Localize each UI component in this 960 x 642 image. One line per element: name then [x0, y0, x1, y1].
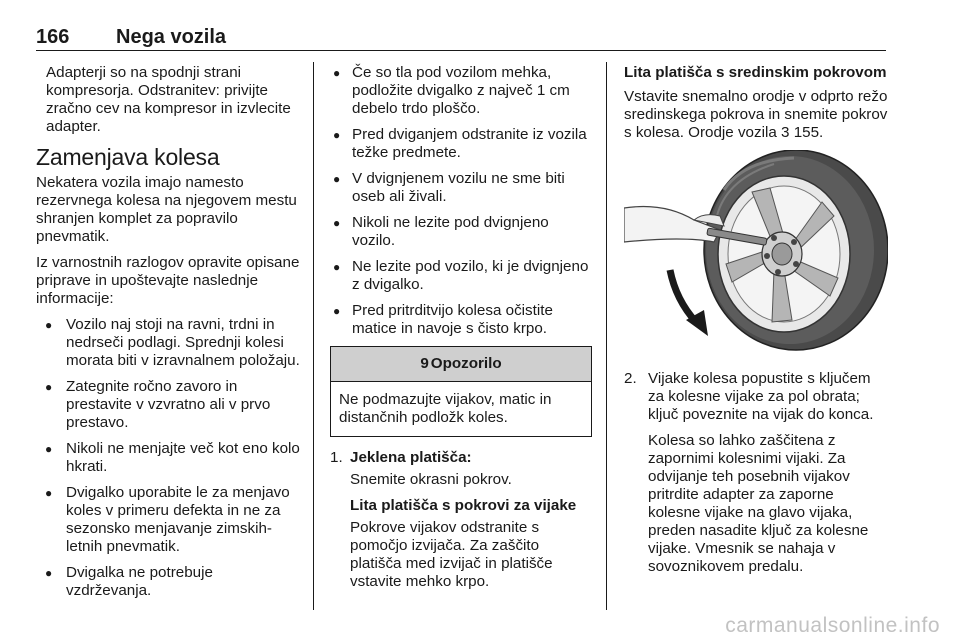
step-text: Vijake kolesa popustite s ključem za kolesne vijake za pol obrata; ključ poveznite na vijak do konca.: [648, 370, 874, 423]
warning-header: [331, 347, 591, 382]
list-item: ● Nikoli ne menjajte več kot eno kolo hkrati.: [36, 440, 302, 476]
warning-triangle-icon: 9: [420, 355, 429, 372]
list-item: ● Dvigalko uporabite le za menjavo koles v primeru defekta in ne za sezonsko menjavanje zimskih-letnih pnevmatik.: [36, 484, 302, 556]
step-text: Snemite okrasni pokrov.: [350, 471, 512, 488]
column-divider-right: [606, 62, 607, 610]
intro-paragraph: Adapterji so na spodnji strani kompresorja. Odstranitev: privijte zračno cev na kompresor in izvlecite adapter.: [46, 64, 291, 135]
safety-bullet-list: [36, 316, 302, 600]
step-subtitle: Lita platišča s pokrovi za vijake: [350, 497, 577, 514]
column-1: [36, 64, 302, 608]
column-divider-left: [313, 62, 314, 610]
step-text: Pokrove vijakov odstranite s pomočjo izvijača. Za zaščito platišča med izvijač in platišče vstavite mehko krpo.: [350, 519, 553, 590]
step-2: [624, 370, 888, 576]
centre-cap-subtitle: Lita platišča s sredinskim pokrovom: [624, 64, 887, 81]
section-title: Nega vozila: [116, 26, 227, 48]
column-2: [330, 64, 592, 599]
warning-text: Ne podmazujte vijakov, matic in distančnih podložk koles.: [339, 391, 552, 426]
list-item: ● Pred pritrditvijo kolesa očistite matice in navoje s čisto krpo.: [330, 302, 592, 338]
paragraph-safety: Iz varnostnih razlogov opravite opisane priprave in upoštevajte naslednje informacije:: [36, 254, 300, 307]
header-rule: [36, 50, 886, 51]
list-item: ● Nikoli ne lezite pod dvignjeno vozilo.: [330, 214, 592, 250]
list-item: ● Če so tla pod vozilom mehka, podložite dvigalko z največ 1 cm debelo trdo ploščo.: [330, 64, 592, 118]
centre-cap-text: Vstavite snemalno orodje v odprto režo sredinskega pokrova in snemite pokrov s kolesa. Orodje vozila 3 155.: [624, 88, 888, 141]
jack-bullet-list: [330, 64, 592, 338]
list-item: ● Vozilo naj stoji na ravni, trdni in nedrseči podlagi. Sprednji kolesi morata biti v izravnalnem položaju.: [36, 316, 302, 370]
list-item: ● Pred dviganjem odstranite iz vozila težke predmete.: [330, 126, 592, 162]
column-3: [624, 64, 888, 584]
page-number: 166: [36, 26, 70, 48]
list-item: ● V dvignjenem vozilu ne sme biti oseb ali živali.: [330, 170, 592, 206]
step-1: [330, 449, 592, 591]
warning-title: Opozorilo: [430, 355, 502, 372]
step-text: Kolesa so lahko zaščitena z zapornimi kolesnimi vijaki. Za odvijanje teh posebnih vijakov pritrdite adapter za zaporne kolesne vijake na glavo vijaka, preden nasadite ključ za kolesne vijake. Vmesnik se nahaja v sovoznikovem predalu.: [648, 432, 869, 575]
reference-arrow-icon: 3: [781, 124, 790, 141]
warning-box: [330, 346, 592, 437]
section-heading: Zamenjava kolesa: [36, 144, 220, 170]
page-reference[interactable]: 155.: [793, 124, 824, 141]
paragraph-repair-kit: Nekatera vozila imajo namesto rezervnega kolesa na njegovem mestu shranjen komplet za popravilo pnevmatik.: [36, 174, 297, 245]
list-item: ● Dvigalka ne potrebuje vzdrževanja.: [36, 564, 302, 600]
list-item: ● Zategnite ročno zavoro in prestavite v vzvratno ali v prvo prestavo.: [36, 378, 302, 432]
step-number: 1.: [330, 449, 343, 466]
step-number: 2.: [624, 370, 637, 387]
step-title: Jeklena platišča:: [350, 449, 472, 466]
wheel-illustration: [624, 150, 888, 358]
watermark: carmanualsonline.info: [725, 614, 940, 637]
list-item: ● Ne lezite pod vozilo, ki je dvignjeno z dvigalko.: [330, 258, 592, 294]
page-header: [36, 26, 886, 50]
